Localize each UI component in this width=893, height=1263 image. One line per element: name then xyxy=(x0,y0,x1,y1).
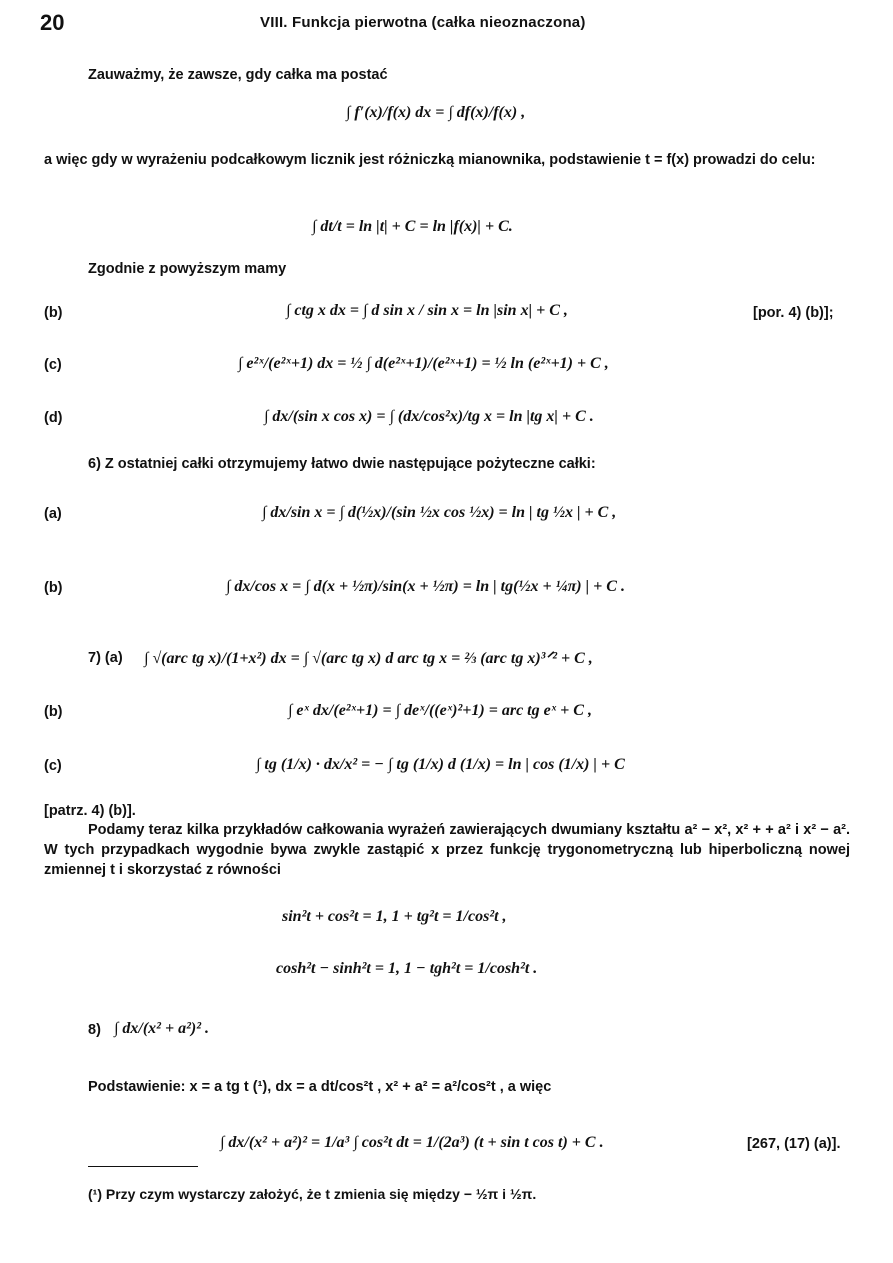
formula-item: ∫ eˣ dx/(e²ˣ+1) = ∫ deˣ/((eˣ)²+1) = arc tg eˣ + C , xyxy=(288,702,592,719)
formula-item: ∫ e²ˣ/(e²ˣ+1) dx = ½ ∫ d(e²ˣ+1)/(e²ˣ+1) = ½ ln (e²ˣ+1) + C , xyxy=(238,355,609,372)
formula-item: ∫ dx/sin x = ∫ d(½x)/(sin ½x cos ½x) = ln | tg ½x | + C , xyxy=(262,504,617,521)
formula-intro-2: ∫ dt/t = ln |t| + C = ln |f(x)| + C. xyxy=(312,218,513,235)
formula-intro-1: ∫ f′(x)/f(x) dx = ∫ df(x)/f(x) , xyxy=(346,104,526,121)
intro-line: Zauważmy, że zawsze, gdy całka ma postać xyxy=(88,67,388,83)
substitution-line: Podstawienie: x = a tg t (¹), dx = a dt/cos²t , x² + a² = a²/cos²t , a więc xyxy=(88,1079,552,1095)
item-label: (c) xyxy=(44,758,62,774)
formula-result: ∫ dx/(x² + a²)² = 1/a³ ∫ cos²t dt = 1/(2a³) (t + sin t cos t) + C . xyxy=(220,1134,604,1151)
item-label: (d) xyxy=(44,410,63,426)
formula-item: ∫ ctg x dx = ∫ d sin x / sin x = ln |sin x| + C , xyxy=(286,302,568,319)
formula-item: ∫ tg (1/x) · dx/x² = − ∫ tg (1/x) d (1/x) = ln | cos (1/x) | + C xyxy=(256,756,625,773)
item-label: 7) (a) xyxy=(88,650,123,666)
identity-trig: sin²t + cos²t = 1, 1 + tg²t = 1/cos²t , xyxy=(282,908,507,925)
reference: [267, (17) (a)]. xyxy=(747,1136,841,1152)
reference: [por. 4) (b)]; xyxy=(753,305,834,321)
running-title: VIII. Funkcja pierwotna (całka nieoznaczona) xyxy=(260,14,586,31)
body-paragraph: Podamy teraz kilka przykładów całkowania wyrażeń zawierających dwumiany kształtu a² − x², x² + + a² i x² − a². W tych przypadkach wygodnie bywa zwykle zastąpić x przez funkcję trygonometryczną lub hiperboliczną nowej zmiennej t i skorzystać z równości xyxy=(44,822,850,878)
item-label: (b) xyxy=(44,305,63,321)
identity-hyperbolic: cosh²t − sinh²t = 1, 1 − tgh²t = 1/cosh²t . xyxy=(276,960,538,977)
item-label: 8) xyxy=(88,1022,101,1038)
intro-sentence: a więc gdy w wyrażeniu podcałkowym licznik jest różniczką mianownika, podstawienie t = f(x) prowadzi do celu: xyxy=(44,152,816,168)
item-label: (a) xyxy=(44,506,62,522)
footnote: (¹) Przy czym wystarczy założyć, że t zmienia się między − ½π i ½π. xyxy=(88,1186,537,1202)
formula-item: ∫ √(arc tg x)/(1+x²) dx = ∫ √(arc tg x) d arc tg x = ⅔ (arc tg x)³ᐟ² + C , xyxy=(144,650,593,667)
formula-item: ∫ dx/cos x = ∫ d(x + ½π)/sin(x + ½π) = ln | tg(½x + ¼π) | + C . xyxy=(226,578,625,595)
formula-item: ∫ dx/(sin x cos x) = ∫ (dx/cos²x)/tg x = ln |tg x| + C . xyxy=(264,408,594,425)
section-6-intro: 6) Z ostatniej całki otrzymujemy łatwo dwie następujące pożyteczne całki: xyxy=(88,456,596,472)
item-label: (b) xyxy=(44,580,63,596)
item-label: (c) xyxy=(44,357,62,373)
item-label: (b) xyxy=(44,704,63,720)
page-number: 20 xyxy=(40,10,65,35)
footnote-rule xyxy=(88,1166,198,1167)
formula-item: ∫ dx/(x² + a²)² . xyxy=(114,1020,209,1037)
intro-line-2: Zgodnie z powyższym mamy xyxy=(88,261,287,277)
section-7-closing: [patrz. 4) (b)]. xyxy=(44,803,136,819)
